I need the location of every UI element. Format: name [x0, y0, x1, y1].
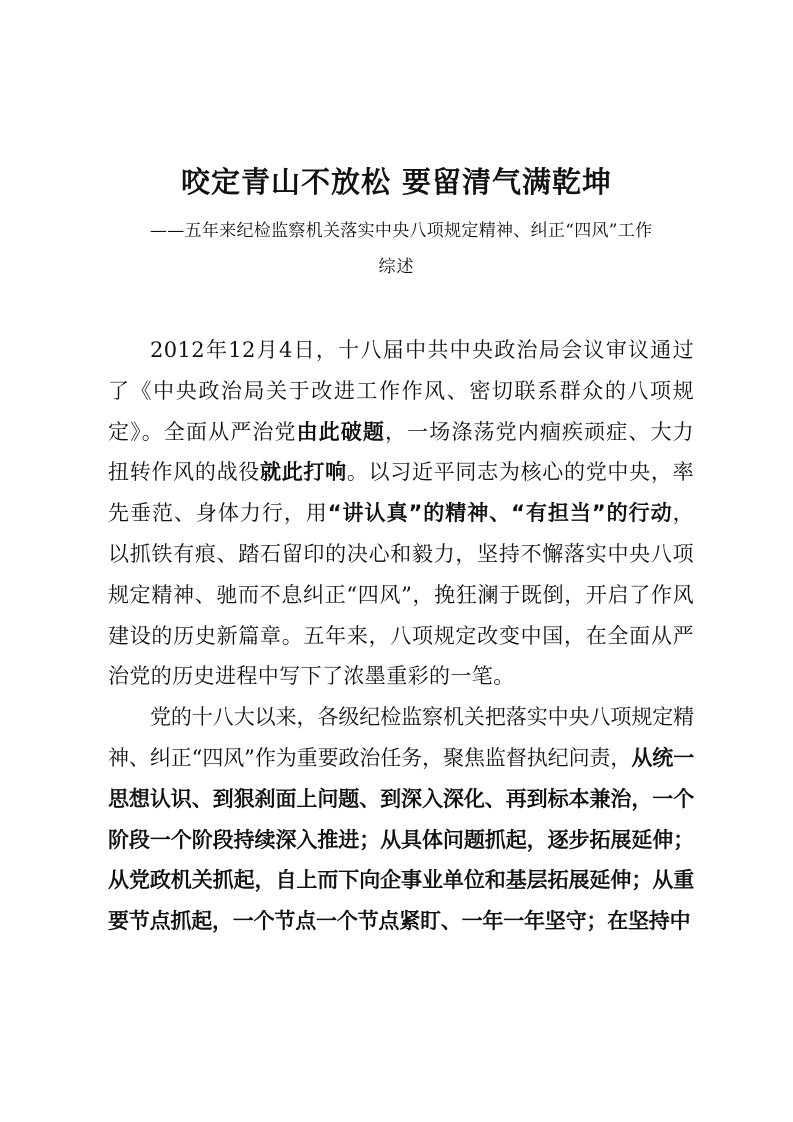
document-subtitle-continuation: 综述	[378, 257, 415, 277]
paragraph-1-segment: ，以抓铁有痕、踏石留印的决心和毅力，坚持不懈落实中央八项规定精神、驰而不息纠正“四风”，挽狂澜于既倒，开启了作风建设的历史新篇章。五年来，八项规定改变中国，在全面从严治党的历史进程中写下了浓墨重彩的一笔。	[108, 501, 695, 689]
paragraph-2	[108, 697, 694, 942]
paragraph-2-segment: 党的十八大以来，各级纪检监察机关把落实中央八项规定精神、纠正“四风”作为重要政治任务，聚焦监督执纪问责，	[108, 705, 694, 770]
paragraph-1-segment: 2012年12月4日，十八届中共中央政治局会议审议通过了《中央政治局关于改进工作作风、密切联系群众的八项规定》。全面从严治党	[108, 338, 694, 444]
paragraph-1-segment-bold: 由此破题	[296, 419, 386, 444]
paragraph-1-segment: 。以习近平同志为核心的党中央，率先垂范、身体力行，用	[108, 460, 694, 526]
paragraph-2-segment-bold: 从统一思想认识、到狠刹面上问题、到深入深化、再到标本兼治，一个阶段一个阶段持续深入推进；从具体问题抓起，逐步拓展延伸；从党政机关抓起，自上而下向企事业单位和基层拓展延伸；从重要节点抓起，一个节点一个节点紧盯、一年一年坚守；在坚持中	[108, 745, 694, 934]
document-body	[108, 330, 694, 942]
document-title: 咬定青山不放松 要留清气满乾坤	[180, 165, 613, 199]
paragraph-1-segment: ，一场涤荡党内痼疾顽症、大力扭转作风的战役	[108, 419, 694, 485]
document-subtitle: ——五年来纪检监察机关落实中央八项规定精神、纠正“四风”工作	[150, 221, 653, 241]
paragraph-1-segment-bold: “讲认真”的精神、“有担当”的行动	[327, 501, 673, 526]
paragraph-1	[108, 330, 694, 697]
paragraph-1-segment-bold: 就此打响	[260, 460, 347, 485]
